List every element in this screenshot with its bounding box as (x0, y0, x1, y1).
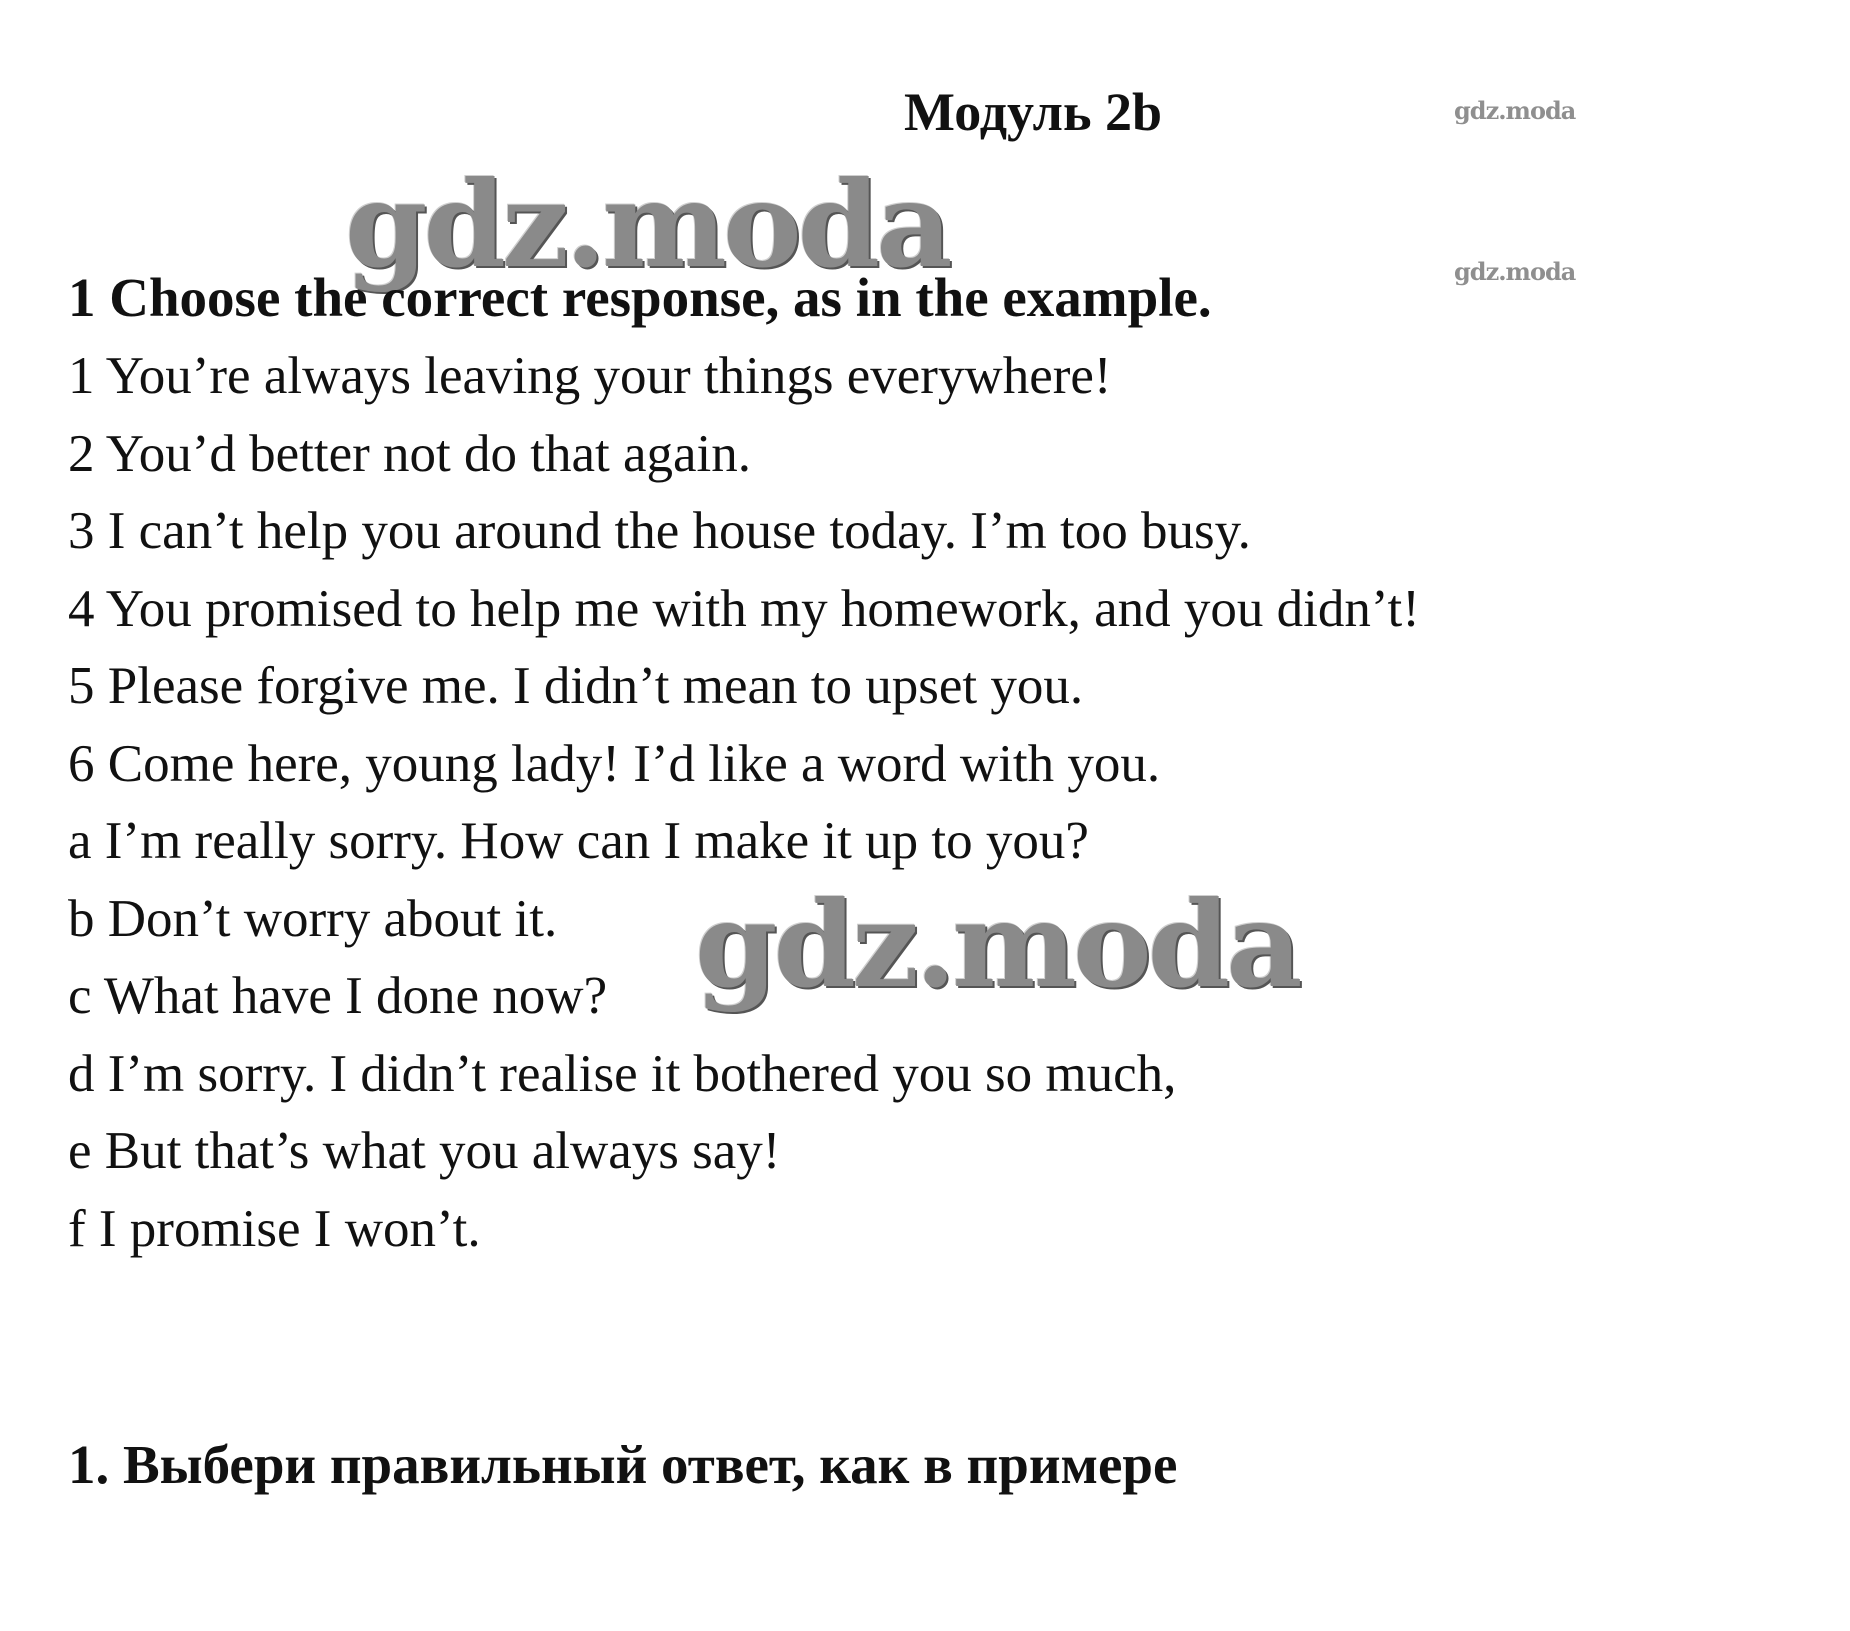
response-line: a I’m really sorry. How can I make it up to you? (68, 812, 1089, 870)
statement-line: 1 You’re always leaving your things everywhere! (68, 347, 1112, 405)
watermark-small-top: gdz.moda (1454, 96, 1576, 125)
response-line: b Don’t worry about it. (68, 889, 558, 948)
response-line: c What have I done now? (68, 967, 608, 1025)
exercise-lines (68, 338, 1420, 1268)
response-line: f I promise I won’t. (68, 1199, 481, 1258)
statement-line: 3 I can’t help you around the house today. I’m too busy. (68, 502, 1251, 560)
translation-heading: 1. Выбери правильный ответ, как в примере (68, 1434, 1178, 1495)
statement-line: 5 Please forgive me. I didn’t mean to upset you. (68, 657, 1084, 715)
response-line: e But that’s what you always say! (68, 1122, 781, 1180)
exercise-heading: 1 Choose the correct response, as in the example. (68, 267, 1212, 328)
statement-line: 2 You’d better not do that again. (68, 424, 752, 483)
response-line: d I’m sorry. I didn’t realise it bothered you so much, (68, 1044, 1177, 1103)
watermark-small-mid: gdz.moda (1454, 257, 1576, 286)
module-title: Модуль 2b (904, 82, 1163, 142)
statement-line: 4 You promised to help me with my homework, and you didn’t! (68, 579, 1420, 638)
watermark-large-top: gdz.moda (345, 155, 949, 294)
statement-line: 6 Come here, young lady! I’d like a word with you. (68, 734, 1161, 793)
watermark-large-middle: gdz.moda (695, 875, 1299, 1014)
